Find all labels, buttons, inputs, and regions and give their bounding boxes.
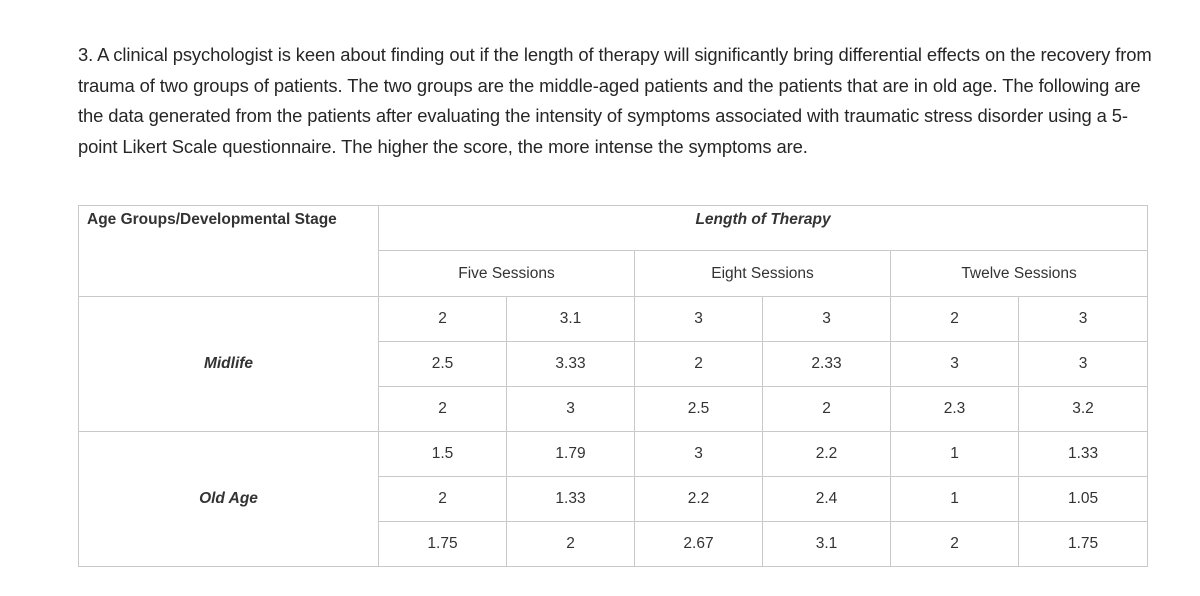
five-sessions-header: Five Sessions — [379, 251, 635, 297]
table-cell: 2 — [635, 342, 763, 387]
table-cell: 2 — [379, 387, 507, 432]
table-cell: 2.5 — [379, 342, 507, 387]
group-label-old-age: Old Age — [79, 432, 379, 567]
table-cell: 3 — [635, 297, 763, 342]
table-cell: 2 — [507, 522, 635, 567]
table-header-row — [79, 206, 1148, 251]
table-cell: 3 — [507, 387, 635, 432]
table-row — [79, 432, 1148, 477]
table-cell: 1.33 — [507, 477, 635, 522]
table-cell: 1 — [891, 477, 1019, 522]
table-cell: 2.33 — [763, 342, 891, 387]
table-cell: 1.75 — [1019, 522, 1148, 567]
table-cell: 1.05 — [1019, 477, 1148, 522]
table-cell: 2.5 — [635, 387, 763, 432]
table-cell: 2.2 — [763, 432, 891, 477]
table-cell: 2 — [763, 387, 891, 432]
table-cell: 2 — [379, 477, 507, 522]
table-cell: 3.33 — [507, 342, 635, 387]
table-cell: 2 — [891, 522, 1019, 567]
group-label-midlife: Midlife — [79, 297, 379, 432]
table-row — [79, 297, 1148, 342]
table-cell: 3 — [763, 297, 891, 342]
table-cell: 2 — [379, 297, 507, 342]
question-text: 3. A clinical psychologist is keen about finding out if the length of therapy will significantly bring differential effects on the recovery from trauma of two groups of patients. The two groups are the middle-aged patients and the patients that are in old age. The following are the data generated from the patients after evaluating the intensity of symptoms associated with traumatic stress disorder using a 5-point Likert Scale questionnaire. The higher the score, the more intense the symptoms are. — [78, 44, 1152, 157]
table-cell: 1.33 — [1019, 432, 1148, 477]
table-cell: 1.75 — [379, 522, 507, 567]
table-cell: 2.3 — [891, 387, 1019, 432]
table-cell: 1.5 — [379, 432, 507, 477]
table-cell: 3 — [891, 342, 1019, 387]
length-of-therapy-header: Length of Therapy — [379, 206, 1148, 251]
table-cell: 3 — [1019, 297, 1148, 342]
table-cell: 2.4 — [763, 477, 891, 522]
table-cell: 3.1 — [507, 297, 635, 342]
table-cell: 2 — [891, 297, 1019, 342]
table-cell: 3 — [635, 432, 763, 477]
table-cell: 1.79 — [507, 432, 635, 477]
eight-sessions-header: Eight Sessions — [635, 251, 891, 297]
data-table — [78, 205, 1148, 567]
table-cell: 1 — [891, 432, 1019, 477]
age-groups-header: Age Groups/Developmental Stage — [79, 206, 379, 297]
table-cell: 3.2 — [1019, 387, 1148, 432]
table-cell: 2.67 — [635, 522, 763, 567]
table-cell: 2.2 — [635, 477, 763, 522]
twelve-sessions-header: Twelve Sessions — [891, 251, 1148, 297]
table-cell: 3 — [1019, 342, 1148, 387]
table-cell: 3.1 — [763, 522, 891, 567]
